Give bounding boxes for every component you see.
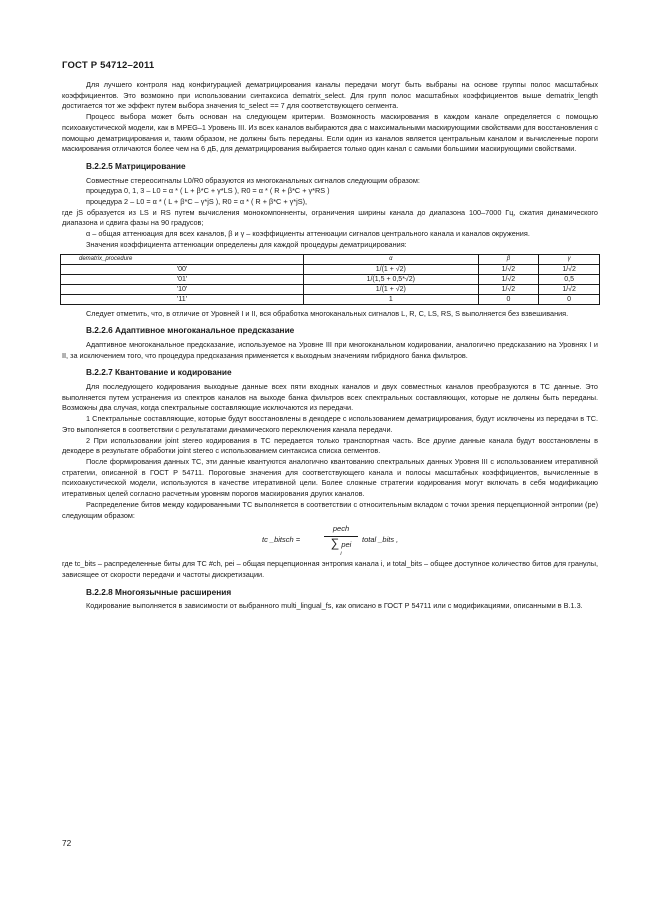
table-cell: 1/(1 + √2)	[304, 284, 479, 294]
table-header-cell: γ	[539, 254, 600, 264]
formula-denominator-term: pei	[341, 539, 352, 549]
table-cell: 0	[478, 294, 539, 304]
table-cell: 1/√2	[478, 284, 539, 294]
section-heading: В.2.2.6 Адаптивное многоканальное предсказание	[86, 325, 295, 336]
table-row	[61, 284, 600, 294]
table-row	[61, 274, 600, 284]
table-cell: 1/(1,5 + 0,5*√2)	[304, 274, 479, 284]
paragraph: где jS образуется из LS и RS путем вычисления монокомпонненты, ограничения ширины канала до диапазона 100–7000 Гц, сжатия динамического диапазона и сдвига фазы на 90 градусов;	[62, 207, 598, 228]
table-cell: '01'	[61, 274, 304, 284]
sum-symbol: ∑	[330, 535, 340, 550]
table-cell: 1/√2	[478, 264, 539, 274]
table-cell: '00'	[61, 264, 304, 274]
paragraph: Совместные стереосигналы L0/R0 образуются из многоканальных сигналов следующим образом:	[86, 175, 420, 185]
table-row	[61, 264, 600, 274]
sum-index: i	[340, 550, 342, 557]
table-header-cell: dematrix_procedure	[61, 254, 304, 264]
paragraph: Адаптивное многоканальное предсказание, используемое на Уровне III при многоканальном кодировании, аналогично предсказанию на Уровнях I и II, за исключением того, что процедура предсказания применяется к выходным значениям гибридного банка фильтров.	[62, 339, 598, 360]
paragraph: Кодирование выполняется в зависимости от выбранного multi_lingual_fs, как описано в ГОСТ Р 54711 или с модификациями, описанными в В.1.3.	[86, 601, 583, 611]
equation-line: процедура 2 – L0 = α * ( L + β*C – γ*jS ), R0 = α * ( R + β*C + γ*jS),	[86, 197, 308, 207]
paragraph: где tc_bits – распределенные биты для TC #ch, pei – общая перцепционная энтропия канала i, и total_bits – общее доступное количество битов для гранулы, зависящее от скорости передачи и частоты дискретизации.	[62, 559, 598, 579]
paragraph: Распределение битов между кодированными TC выполняется в соответствии с относительным вкладом с точки зрения перцепционной энтропии (pe) следующим образом:	[62, 499, 598, 520]
paragraph: Следует отметить, что, в отличие от Уровней I и II, вся обработка многоканальных сигналов L, R, C, LS, RS, S выполняется без взвешивания.	[86, 308, 569, 318]
table-row	[61, 294, 600, 304]
formula-denominator	[324, 537, 358, 557]
paragraph: Значения коэффициента аттенюации определены для каждой процедуры дематрицирования:	[86, 239, 407, 249]
table-cell: 0	[539, 294, 600, 304]
section-heading: В.2.2.7 Квантование и кодирование	[86, 367, 232, 378]
table-header-row	[61, 254, 600, 264]
table-cell: 1/√2	[539, 264, 600, 274]
equation-line: процедура 0, 1, 3 – L0 = α * ( L + β*C + γ*LS ), R0 = α * ( R + β*C + γ*RS )	[86, 186, 330, 196]
table-cell: 1	[304, 294, 479, 304]
paragraph: Для лучшего контроля над конфигурацией дематрицирования каналы передачи могут быть выбраны на основе группы полос масштабных коэффициентов. Это возможно при использовании синтаксиса dematrix_select. Для групп полос масштабных коэффициентов выше dematrix_length достигается тот же эффект путем выбора значения tc_select == 7 для соответствующего сегмента.	[62, 80, 598, 111]
page-number: 72	[62, 838, 72, 848]
table-cell: '10'	[61, 284, 304, 294]
formula-lhs: tc _bitsch =	[262, 535, 301, 545]
section-heading: В.2.2.5 Матрицирование	[86, 160, 186, 171]
formula-rhs: total _bits ,	[362, 535, 399, 545]
formula-fraction	[324, 524, 358, 556]
table-header-cell: β	[478, 254, 539, 264]
paragraph: α – общая аттенюация для всех каналов, β и γ – коэффициенты аттенюации сигналов центрального канала и каналов окружения.	[86, 229, 530, 239]
paragraph: Процесс выбора может быть основан на следующем критерии. Возможность маскирования в каждом канале определяется с помощью психоакустической модели, как в MPEG–1 Уровень III. Из всех каналов выбираются два с максимальными маскирующими свойствами для восстановления с помощью дематрицирования и, таким образом, не должны быть переданы. Если один из каналов является центральным каналом и вычисленные пороги маскирования отличаются более чем на 6 дБ, для дематрицирования выбирается только один канал с самыми большими маскирующими свойствами.	[62, 112, 598, 154]
paragraph: После формирования данных TC, эти данные квантуются аналогично квантованию спектральных данных Уровня III с использованием итеративной стратегии, описанной в ГОСТ Р 54711. Пороговые значения для соответствующего канала и полосы масштабных коэффициентов, вычисленные в психоакустической модели, используются в качестве итеративной цели. Более сложные стратегии кодирования могут включать в себя модификацию итеративных целей согласно расчетным уровням порогов маскирования других каналов.	[62, 456, 598, 499]
paragraph: 2 При использовании joint stereo кодирования в TC передается только транспортная часть. Все другие данные канала будут восстановлены в декодере в результате обработки joint stereo с использованием синтаксиса списка сегментов.	[62, 435, 598, 456]
attenuation-table	[60, 254, 600, 305]
formula-numerator: pech	[324, 524, 358, 537]
table-cell: 1/(1 + √2)	[304, 264, 479, 274]
table-cell: '11'	[61, 294, 304, 304]
table-cell: 1/√2	[539, 284, 600, 294]
table-header-cell: α	[304, 254, 479, 264]
document-code-header: ГОСТ Р 54712–2011	[62, 60, 155, 71]
table-cell: 1/√2	[478, 274, 539, 284]
paragraph: Для последующего кодирования выходные данные всех пяти входных каналов и двух совместных каналов преобразуются в TC данные. Это выполняется путем устранения из спектров каналов на выходе банка фильтров всех спектральных составляющих, которые не должны быть переданы. Возможны два случая, когда спектральные составляющие исключаются из передачи.	[62, 382, 598, 413]
paragraph: 1 Спектральные составляющие, которые будут восстановлены в декодере с использованием дематрицирования, будут исключены из передачи в TC. Это выполняется в соответствии с результатами динамического переключения канала передачи.	[62, 414, 598, 434]
page-body	[62, 80, 598, 612]
section-heading: В.2.2.8 Многоязычные расширения	[86, 586, 232, 597]
table-cell: 0,5	[539, 274, 600, 284]
bit-allocation-formula	[62, 523, 598, 557]
